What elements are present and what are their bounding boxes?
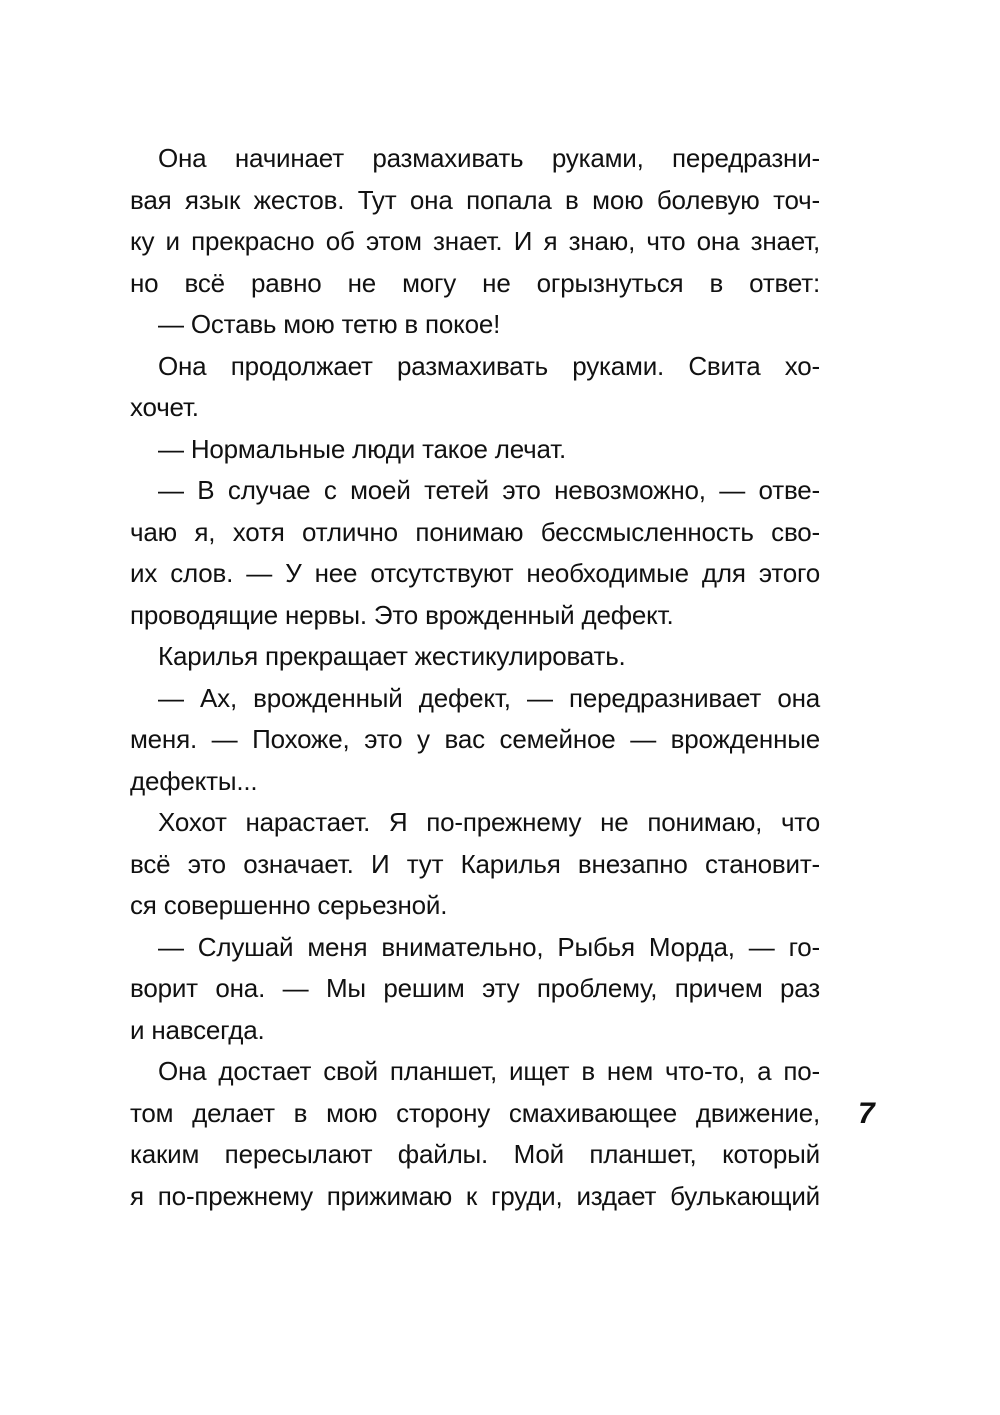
text-line: вая язык жестов. Тут она попала в мою болевую точ- [130, 184, 820, 215]
text-line: их слов. — У нее отсутствуют необходимые для этого [130, 558, 820, 588]
text-line: Она начинает размахивать руками, передразни- [158, 143, 820, 173]
text-line: Хохот нарастает. Я по-прежнему не понимаю, что [158, 807, 820, 837]
text-line: Она продолжает размахивать руками. Свита хо- [158, 350, 820, 381]
text-line: чаю я, хотя отлично понимаю бессмысленность сво- [130, 516, 820, 547]
text-line: том делает в мою сторону смахивающее движение, [130, 1097, 820, 1128]
text-line: но всё равно не могу не огрызнуться в ответ: [130, 267, 820, 298]
text-line: ворит она. — Мы решим эту проблему, причем раз [130, 973, 820, 1003]
text-line: дефекты... [130, 765, 258, 796]
text-line: Она достает свой планшет, ищет в нем что-то, а по- [158, 1056, 820, 1086]
text-line: всё это означает. И тут Карилья внезапно становит- [130, 848, 820, 879]
text-line: — Нормальные люди такое лечат. [158, 433, 567, 464]
text-line: я по-прежнему прижимаю к груди, издает булькающий [130, 1180, 820, 1211]
text-line: меня. — Похоже, это у вас семейное — врожденные [130, 724, 820, 754]
text-line: проводящие нервы. Это врожденный дефект. [130, 599, 674, 630]
text-line: — В случае с моей тетей это невозможно, — отве- [158, 475, 820, 505]
text-line: и навсегда. [130, 1014, 265, 1045]
text-line: — Ах, врожденный дефект, — передразнивает она [158, 682, 820, 713]
text-line: — Слушай меня внимательно, Рыбья Морда, — го- [158, 931, 820, 962]
text-line: — Оставь мою тетю в покое! [158, 309, 501, 339]
page-number: 7 [858, 1097, 875, 1130]
text-line: ся совершенно серьезной. [130, 890, 448, 920]
text-line: Карилья прекращает жестикулировать. [158, 641, 626, 671]
text-line: ку и прекрасно об этом знает. И я знаю, что она знает, [130, 226, 820, 256]
text-line: хочет. [130, 392, 199, 422]
text-line: каким пересылают файлы. Мой планшет, который [130, 1139, 820, 1169]
body-text [130, 138, 820, 1217]
